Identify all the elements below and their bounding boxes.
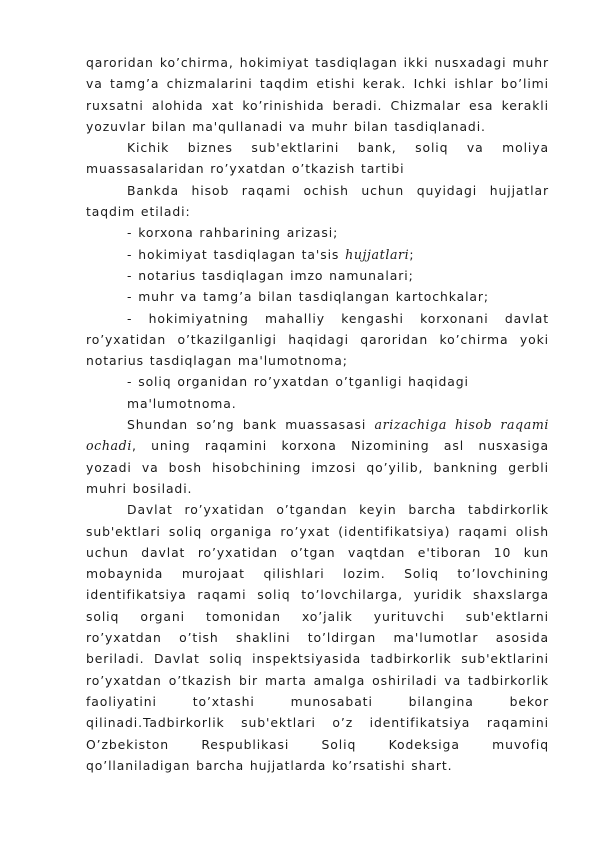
italic-text: arizachiga hisob raqami ochadi [86,417,549,454]
text-run: qaroridan ko’chirma, hokimiyat tasdiqlagan ikki nusxadagi muhr va tamg’a chizmalarini taqdim etishi kerak. Ichki ishlar bo’limi ruxsatni alohida xat ko’rinishida beradi. Chizmalar esa kerakli yozuvlar bilan ma'qullanadi va muhr bilan tasdiqlanadi. [86,55,549,134]
paragraph [86,52,549,137]
text-run: ; [409,246,415,262]
italic-text: hujjatlari [345,246,410,262]
list-item [86,286,549,307]
document-page [86,52,549,776]
list-item [86,371,549,414]
text-run: - korxona rahbarining arizasi; [127,225,339,241]
paragraph [86,308,549,372]
text-run: - hokimiyatning mahalliy kengashi korxonani davlat ro’yxatidan o’tkazilganligi haqidagi qaroridan ko’chirma yoki notarius tasdiqlagan ma'lumotnoma; [86,310,549,369]
list-item [86,265,549,286]
paragraph [86,499,549,776]
list-item [86,244,549,265]
text-run: Shundan so’ng bank muassasasi [127,417,375,433]
text-run: - notarius tasdiqlagan imzo namunalari; [127,267,414,283]
paragraph [86,180,549,223]
text-run: - hokimiyat tasdiqlagan ta'sis [127,246,346,262]
text-run: - muhr va tamg’a bilan tasdiqlangan kartochkalar; [127,289,489,305]
text-run: Bankda hisob raqami ochish uchun quyidagi hujjatlar taqdim etiladi: [86,182,549,220]
text-run: , uning raqamini korxona Nizomining asl nusxasiga yozadi va bosh hisobchining imzosi qo’yilib, bankning gerbli muhri bosiladi. [86,438,549,496]
text-run: Kichik biznes sub'ektlarini bank, soliq va moliya muassasalaridan ro’yxatdan o’tkazish tartibi [86,140,549,177]
text-run: - soliq organidan ro’yxatdan o’tganligi haqidagi ma'lumotnoma. [127,374,469,411]
text-run: Davlat ro’yxatidan o’tgandan keyin barcha tabdirkorlik sub'ektlari soliq organiga ro’yxat (identifikatsiya) raqami olish uchun davlat ro’yxatidan o’tgan vaqtdan e'tiboran 10 kun mobaynida murojaat qilishlari lozim. Soliq to’lovchining identifikatsiya raqami soliq to’lovchilarga, yuridik shaxslarga soliq organi tomonidan xo’jalik yurituvchi sub'ektlarni ro’yxatdan o’tish shaklini to’ldirgan ma'lumotlar asosida beriladi. Davlat soliq inspektsiyasida tadbirkorlik sub'ektlarini ro’yxatdan o’tkazish bir marta amalga oshiriladi va tadbirkorlik faoliyatini to’xtashi munosabati bilangina bekor qilinadi.Tadbirkorlik sub'ektlari o’z identifikatsiya raqamini O’zbekiston Respublikasi Soliq Kodeksiga muvofiq qo’llaniladigan barcha hujjatlarda ko’rsatishi shart. [86,502,549,773]
list-item [86,222,549,243]
paragraph [86,137,549,180]
paragraph [86,414,549,499]
